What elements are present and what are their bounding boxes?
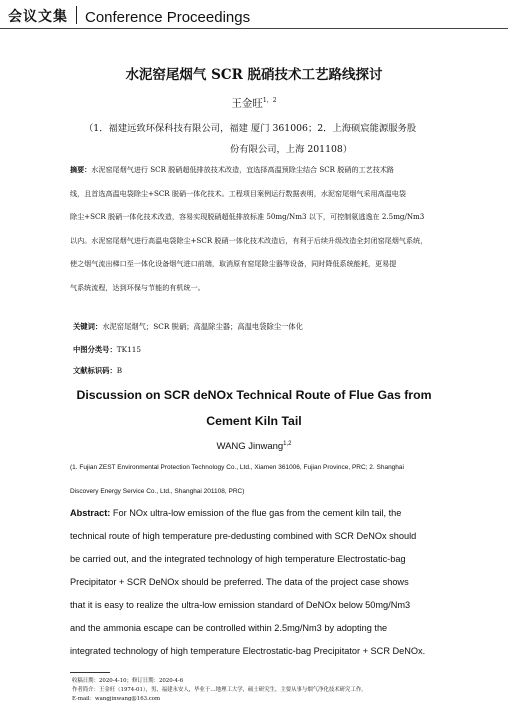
author-en-sup: 1,2 [283,441,292,447]
header-separator [76,6,77,24]
keywords-cn [73,322,303,332]
paper-title-en-line: Discussion on SCR deNOx Technical Route of Flue Gas from [76,388,432,402]
footnote-author-bio: 作者简介：王金旺（1974-01），男，福建永安人，毕业于…地理工大学，硕士研究生，主要从事与烟气净化技术研究工作。 [72,687,367,693]
keywords-cn-label: 关键词： [73,322,103,331]
document-code-label: 文献标识码： [73,366,117,375]
abstract-cn-line: 气系统流程，达到环保与节能的有机统一。 [70,282,205,292]
footnote-received: 收稿日期：2020-4-10；修订日期：2020-4-6 [72,678,184,684]
clc-number [73,345,141,355]
header-rule [0,28,508,29]
abstract-cn-line: 使之烟气流出梯口至一体化设备烟气进口前端，取消原有窑尾除尘器等设备，同时降低系统能耗，更易提 [70,259,397,268]
abstract-en-line: integrated technology of high temperature Electrostatic-bag Precipitator + SCR DeNOx. [70,646,426,656]
abstract-cn-line: 摘要：水泥窑尾烟气进行 SCR 脱硝超低排放技术改造，宜选择高温预除尘结合 SCR 脱硝的工艺技术路 [70,165,395,174]
author-cn [0,95,508,111]
clc-value: TK115 [116,345,142,354]
author-en-name: WANG Jinwang [216,441,284,453]
affiliation-en-line: Discovery Energy Service Co., Ltd., Shanghai 201108, PRC) [70,488,245,495]
abstract-en-line: be carried out, and the integrated technology of high temperature Electrostatic-bag [70,554,406,564]
header-cn: 会议文集 [8,9,68,25]
affiliation-cn-line: （1．福建远致环保科技有限公司，福建 厦门 361006；2．上海硕宸能源服务股 [84,123,417,134]
author-cn-sup: 1，2 [262,97,277,104]
affiliation-cn-line: 份有限公司，上海 201108） [230,144,353,155]
abstract-cn-label: 摘要： [70,165,92,174]
document-code-value: B [116,366,123,375]
document-code [73,366,122,376]
running-header [8,0,503,26]
abstract-cn [70,158,450,299]
author-cn-name: 王金旺 [231,97,263,110]
abstract-en-line: Precipitator + SCR DeNOx should be preferred. The data of the project case shows [70,577,409,587]
abstract-en-line: Abstract: For NOx ultra-low emission of the flue gas from the cement kiln tail, the [70,508,402,518]
footnote-rule [70,672,110,673]
header-en: Conference Proceedings [85,9,251,26]
clc-label: 中图分类号： [73,345,117,354]
paper-title-cn: 水泥窑尾烟气 SCR 脱硝技术工艺路线探讨 [125,67,383,83]
abstract-en-line: technical route of high temperature pre-dedusting combined with SCR DeNOx should [70,531,417,541]
abstract-en-label: Abstract: [70,508,111,518]
author-en [0,441,508,452]
footnote-email: E-mail：wangjinwang@163.com [72,696,161,702]
abstract-en-line: and the ammonia escape can be controlled within 2.5mg/Nm3 by adopting the [70,623,388,633]
affiliation-en-line: (1. Fujian ZEST Environmental Protection Technology Co., Ltd., Xiamen 361006, Fujian Province, PRC; 2. Shanghai [70,464,404,471]
abstract-cn-line: 线，且首选高温电袋除尘+SCR 脱硝一体化技术。工程项目案例运行数据表明，水泥窑尾烟气采用高温电袋 [70,188,406,198]
abstract-cn-line: 以内。水泥窑尾烟气进行高温电袋除尘+SCR 脱硝一体化技术改造后，有利于后续升级改造全封闭窑尾烟气系统， [70,235,428,245]
keywords-cn-text: 水泥窑尾烟气；SCR 脱硝；高温除尘器；高温电袋除尘一体化 [102,322,304,331]
paper-title-en-line: Cement Kiln Tail [206,414,302,428]
abstract-en-line: that it is easy to realize the ultra-low emission standard of DeNOx below 50mg/Nm3 [70,600,411,610]
abstract-cn-line: 除尘+SCR 脱硝一体化技术改造，容易实现脱硝超低排放标准 50mg/Nm3 以下，可控制氨逃逸在 2.5mg/Nm3 [70,212,425,221]
